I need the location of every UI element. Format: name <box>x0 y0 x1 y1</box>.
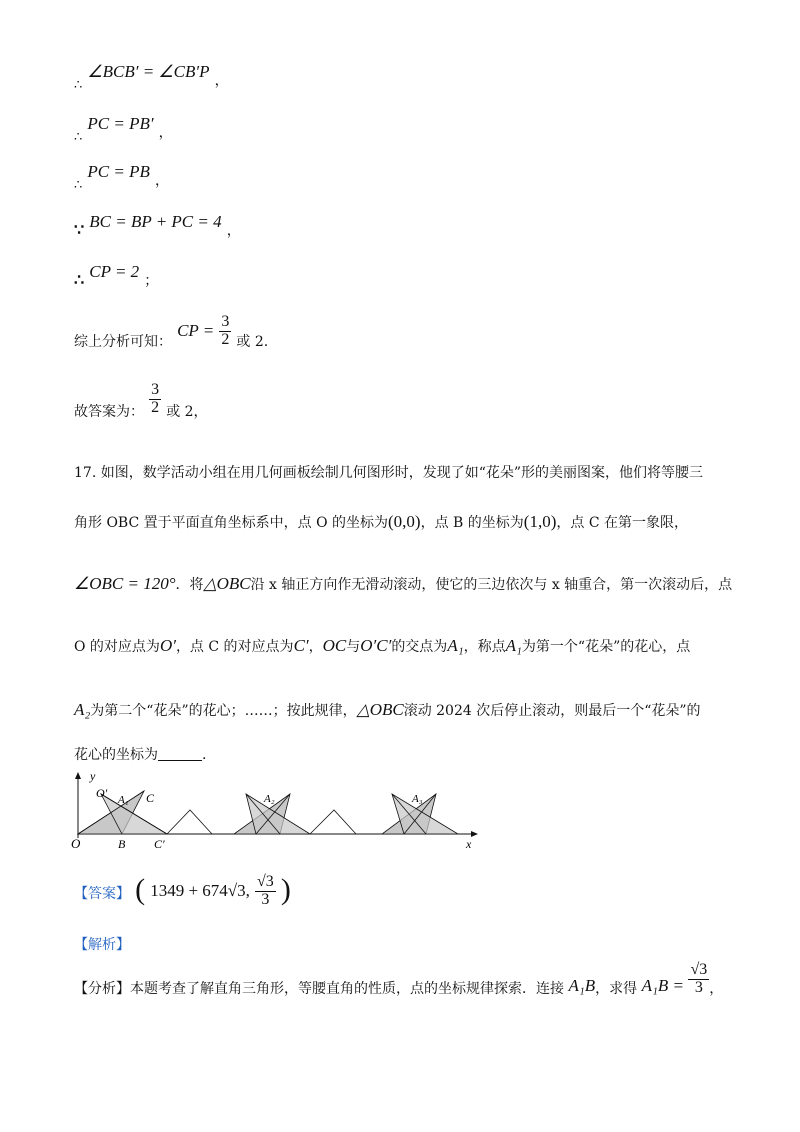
therefore-symbol: ∴ <box>74 270 85 289</box>
problem-text: 与 <box>346 639 361 655</box>
answer-fraction <box>149 382 161 417</box>
zigzag-segment <box>167 810 212 834</box>
step-line-1 <box>74 62 229 93</box>
coordinate-b: (1,0) <box>523 512 557 531</box>
problem-text: ．将 <box>175 577 204 593</box>
point-o-prime: O′ <box>159 636 176 655</box>
triangle-name: △OBC <box>203 574 251 593</box>
summary-prefix: 综上分析可知： <box>74 333 172 350</box>
x-axis-label: x <box>466 837 472 850</box>
fraction-numerator: √3 <box>690 961 708 978</box>
fraction-denominator: 3 <box>261 891 270 908</box>
label-c: C <box>146 791 155 805</box>
label-c-prime: C′ <box>154 837 165 850</box>
fraction-numerator: 3 <box>221 313 230 330</box>
answer-statement <box>74 381 208 420</box>
step-expression: PC = PB′ <box>87 114 154 133</box>
point-c-prime: C′ <box>293 636 309 655</box>
segment-oc: OC <box>322 636 347 655</box>
problem-text: 沿 x 轴正方向作无滑动滚动，使它的三边依次与 x 轴重合，第一次滚动后，点 <box>250 577 733 593</box>
zigzag-segment <box>310 810 356 834</box>
triangle-right <box>246 794 310 834</box>
answer-expression: 1349 + 674√3, <box>150 881 250 900</box>
analysis-text: ，求得 <box>595 981 638 998</box>
fraction-denominator: 2 <box>221 330 230 348</box>
summary-fraction <box>219 314 231 349</box>
triangle-name: △OBC <box>356 700 404 719</box>
y-axis-label: y <box>90 770 96 783</box>
origin-label: O <box>71 836 81 850</box>
because-symbol: ∵ <box>74 220 85 239</box>
analysis-label: 【分析】 <box>74 981 130 998</box>
problem-number: 17. <box>74 465 97 481</box>
summary-tail: 或 2. <box>236 333 269 350</box>
problem-line-6: 花心的坐标为 . <box>74 747 207 763</box>
problem-text: ，点 B 的坐标为 <box>420 515 524 531</box>
summary-expression: CP = <box>177 320 215 340</box>
angle-expression: ∠OBC = 120° <box>74 574 176 593</box>
analysis-fraction <box>688 962 709 997</box>
answer-tail: 或 2， <box>166 403 208 420</box>
x-axis-arrow <box>471 831 478 837</box>
label-a2: A₂ <box>264 793 275 805</box>
label-b: B <box>118 837 126 850</box>
fraction-numerator: √3 <box>256 873 274 891</box>
problem-text: 花心的坐标为 <box>74 747 158 763</box>
answer-section <box>74 870 291 909</box>
step-line-4 <box>74 212 241 239</box>
coordinate-o: (0,0) <box>388 512 421 531</box>
step-punct: ， <box>226 223 241 239</box>
answer-prefix: 故答案为： <box>74 403 144 420</box>
analysis-tag: 【解析】 <box>74 937 130 953</box>
fraction-denominator: 2 <box>151 398 160 416</box>
label-a3: A₃ <box>412 793 423 805</box>
problem-line-1 <box>74 462 703 482</box>
therefore-symbol: ∴ <box>74 130 83 145</box>
problem-text: ，称点 <box>463 639 506 655</box>
fraction-numerator: 3 <box>151 381 160 398</box>
problem-text: ，点 C 的对应点为 <box>175 639 294 655</box>
problem-text: 滚动 2024 次后停止滚动，则最后一个“花朵”的 <box>403 703 701 719</box>
problem-text: 角形 OBC 置于平面直角坐标系中，点 O 的坐标为 <box>74 515 389 531</box>
problem-line-3 <box>74 574 732 594</box>
problem-line-4 <box>74 636 690 656</box>
step-expression: CP = 2 <box>89 262 140 281</box>
step-expression: PC = PB <box>87 162 150 181</box>
left-paren: ( <box>135 873 146 906</box>
segment-a1b: A₁B <box>568 976 596 996</box>
summary-line <box>74 314 268 349</box>
step-expression: BC = BP + PC = 4 <box>89 212 222 231</box>
rolling-triangle-figure <box>66 770 486 850</box>
step-punct: ， <box>158 125 173 141</box>
analysis-tail: ， <box>709 981 724 998</box>
label-o-prime: O′ <box>96 786 108 800</box>
step-punct: ， <box>154 173 169 189</box>
therefore-symbol: ∴ <box>74 78 83 93</box>
step-punct: ； <box>144 273 159 289</box>
point-a1: A₁ <box>447 636 464 655</box>
right-paren: ) <box>280 873 291 906</box>
step-line-2 <box>74 114 173 145</box>
equation-lhs: A₁B = <box>641 976 684 996</box>
answer-tag: 【答案】 <box>74 886 130 902</box>
step-punct: ， <box>214 73 229 89</box>
analysis-line <box>74 962 723 997</box>
problem-text: ，点 C 在第一象限， <box>556 515 688 531</box>
problem-text: 如图，数学活动小组在用几何画板绘制几何图形时，发现了如“花朵”形的美丽图案，他们将等腰三 <box>100 465 704 481</box>
fraction-denominator: 3 <box>694 978 703 996</box>
problem-text: 的交点为 <box>391 639 448 655</box>
problem-text: 为第一个“花朵”的花心，点 <box>521 639 691 655</box>
answer-fraction <box>255 874 276 909</box>
analysis-text: 本题考查了解直角三角形，等腰直角的性质，点的坐标规律探索．连接 <box>130 981 564 998</box>
problem-text: ， <box>308 639 323 655</box>
segment-oc-prime: O′C′ <box>360 636 392 655</box>
problem-line-2 <box>74 512 688 532</box>
point-a1: A₁ <box>505 636 522 655</box>
answer-blank <box>158 746 202 761</box>
triangle-right <box>392 794 458 834</box>
problem-line-5 <box>74 700 701 720</box>
label-a1: A₁ <box>118 794 129 806</box>
therefore-symbol: ∴ <box>74 178 83 193</box>
point-a2: A₂ <box>74 700 91 719</box>
y-axis-arrow <box>75 772 81 779</box>
problem-text: 为第二个“花朵”的花心；……；按此规律， <box>90 703 357 719</box>
step-expression: ∠BCB′ = ∠CB′P <box>87 62 210 81</box>
step-line-5 <box>74 262 159 289</box>
step-line-3 <box>74 162 169 193</box>
problem-text: O 的对应点为 <box>74 639 160 655</box>
